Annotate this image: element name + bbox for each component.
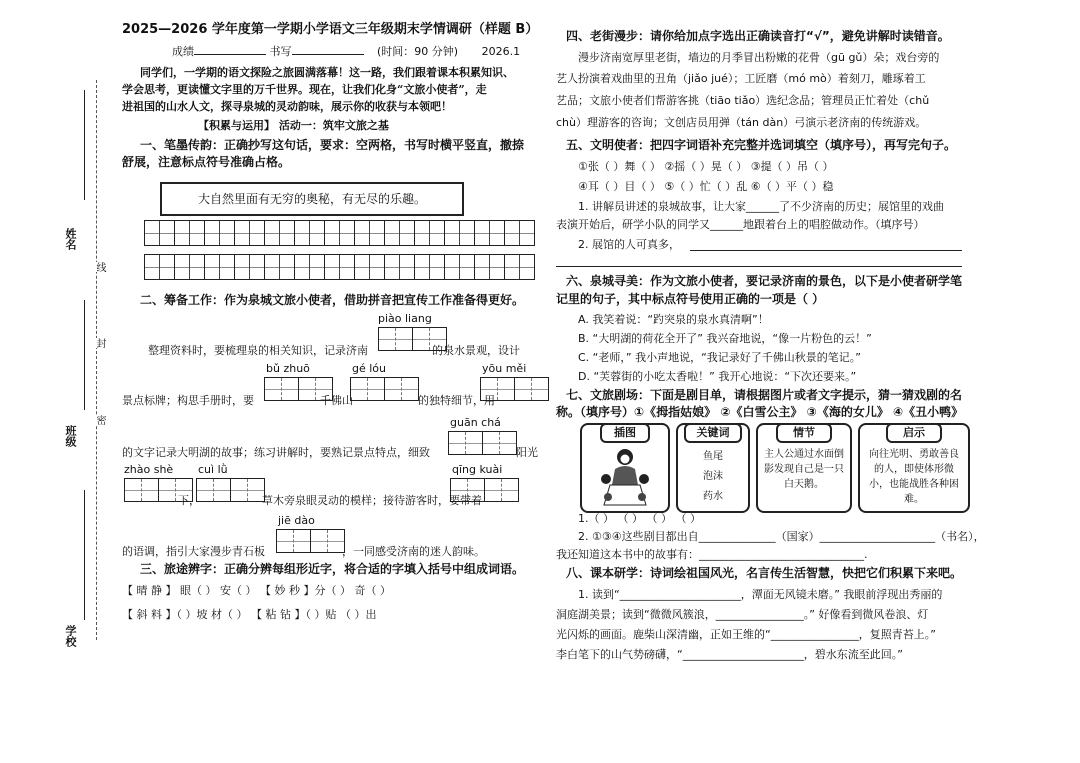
q5-title: 五、文明使者：把四字词语补充完整并选词填空（填序号），再写完句子。	[566, 138, 957, 152]
school-line	[84, 490, 85, 620]
princess-illustration-icon	[600, 445, 650, 507]
q8-title: 八、课本研学：诗词绘祖国风光，名言传生活智慧，快把它们积累下来吧。	[566, 566, 963, 580]
moral-text: 向往光明、勇敢善良的人，即使体形微小，也能战胜各种困难。	[869, 449, 959, 505]
q6-option-b: B. “大明湖的荷花全开了” 我兴奋地说，“像一片粉色的云！”	[578, 332, 872, 345]
close-mark: 密	[94, 415, 105, 425]
pinyin-box-gelou[interactable]	[350, 377, 419, 401]
score-row	[172, 45, 520, 59]
pinyin-box-cuilv[interactable]	[196, 478, 265, 502]
q2-line4b: 草木旁泉眼灵动的模样；接待游客时，要带着	[262, 494, 482, 507]
binding-dashed-line	[96, 80, 97, 640]
class-line	[84, 300, 85, 410]
q4-line3[interactable]: 艺品；文旅小使者们帮游客挑（tiāo tiǎo）选纪念品；管理员正忙着处（chǔ	[556, 94, 930, 107]
pinyin-piaoliang: piào liang	[378, 312, 432, 325]
keyword-1: 鱼尾	[703, 451, 723, 462]
name-label: 姓名	[64, 228, 77, 250]
intro-line-1: 同学们，一学期的语文探险之旅圆满落幕！这一路，我们跟着课本积累知识、	[140, 66, 514, 79]
q6-option-d: D. “芙蓉街的小吃太香啦！” 我开心地说：“下次还要来。”	[578, 370, 857, 383]
q4-title: 四、老街漫步：请你给加点字选出正确读音打“√”，避免讲解时读错音。	[566, 29, 950, 43]
pinyin-jiedao: jiē dào	[278, 514, 315, 527]
q2-line2a: 景点标牌；构思手册时，要	[122, 394, 254, 407]
q7-q2a[interactable]: 2. ①③④这些剧目都出自______________（国家）_____________________（书名），	[578, 530, 985, 543]
q6-title: 六、泉城寻美：作为文旅小使者，要记录济南的景色，以下是小使者研学笔	[566, 274, 963, 288]
line-mark: 线	[94, 262, 105, 272]
exam-title: 2025—2026 学年度第一学期小学语文三年级期末学情调研（样题 B）	[122, 22, 539, 37]
q2-line5a: 的语调，指引大家漫步青石板	[122, 545, 265, 558]
q8-line4[interactable]: 李白笔下的山气势磅礴，“______________________，碧水东流至此回。”	[556, 648, 903, 661]
q2-line2b: 千佛山	[320, 394, 353, 407]
q6-option-a: A. 我笑着说：“趵突泉的泉水真清啊”！	[578, 313, 769, 326]
score-blank[interactable]	[194, 54, 266, 55]
pinyin-cuilv: cuì lǜ	[198, 463, 228, 476]
copy-sentence: 大自然里面有无穷的奥秘，有无尽的乐趣。	[198, 192, 427, 206]
exam-time: (时间：90 分钟)	[377, 45, 459, 58]
q5-answer-line-2[interactable]	[556, 266, 962, 267]
pinyin-zhaoshe: zhào shè	[124, 463, 174, 476]
q7-title: 七、文旅剧场：下面是剧目单，请根据图片或者文字提示，猜一猜戏剧的名	[566, 388, 963, 402]
plot-text: 主人公通过水面倒影发现自己是一只白天鹅。	[764, 449, 844, 490]
pinyin-buzhuo: bǔ zhuō	[266, 362, 310, 375]
q8-line3[interactable]: 光闪烁的画面。鹿柴山深清幽，正如王维的“________________，复照青苔上。”	[556, 628, 936, 641]
q4-line1[interactable]: 漫步济南宽厚里老街，墙边的月季冒出粉嫩的花骨（gū gǔ）朵；戏台旁的	[578, 51, 940, 64]
card-illustration-label: 插图	[600, 423, 650, 443]
writing-blank[interactable]	[292, 54, 364, 55]
card-moral-label: 启示	[886, 423, 942, 443]
q5-sentence1b[interactable]: 表演开始后，研学小队的同学又______地跟着台上的唱腔做动作。（填序号）	[556, 218, 925, 231]
card-illustration	[580, 423, 670, 513]
seal-mark: 封	[94, 338, 105, 348]
exam-date: 2026.1	[481, 45, 521, 58]
class-label: 班级	[64, 425, 77, 447]
pinyin-gelou: gé lóu	[352, 362, 387, 375]
q3-title: 三、旅途辨字：正确分辨每组形近字，将合适的字填入括号中组成词语。	[140, 562, 525, 576]
keyword-3: 药水	[703, 491, 723, 502]
q2-line4a: 下，	[178, 494, 200, 507]
writing-grid-1[interactable]	[144, 220, 535, 246]
card-keywords-label: 关键词	[684, 423, 742, 443]
keyword-2: 泡沫	[703, 471, 723, 482]
q5-sentence1[interactable]: 1. 讲解员讲述的泉城故事，让大家______了不少济南的历史；展馆里的戏曲	[578, 200, 944, 213]
writing-grid-2[interactable]	[144, 254, 535, 280]
school-label: 学校	[64, 625, 77, 647]
writing-label: 书写	[269, 45, 292, 58]
pinyin-qingkuai: qīng kuài	[452, 463, 503, 476]
q2-line3b: 阳光	[516, 446, 538, 459]
q3-row1[interactable]: 【 晴 静 】 眼（ ） 安（ ） 【 妙 秒 】分（ ） 奇（ ）	[122, 584, 391, 597]
score-label: 成绩	[172, 45, 194, 58]
q8-line2[interactable]: 洞庭湖美景；读到“微微风簇浪，________________。” 好像看到微风卷浪、灯	[556, 608, 929, 621]
q2-line2c: 的独特细节，用	[418, 394, 495, 407]
q1-title-2: 舒展，注意标点符号准确占格。	[122, 155, 291, 169]
q5-sentence2: 2. 展馆的人可真多，	[578, 238, 680, 251]
q2-line3a: 的文字记录大明湖的故事；练习讲解时，要熟记景点特点，细致	[122, 446, 430, 459]
q3-row2[interactable]: 【 斜 料 】（ ）坡 材（ ） 【 粘 钻 】（ ）贴 （ ）出	[122, 608, 377, 621]
q4-line2[interactable]: 艺人扮演着戏曲里的丑角（jiǎo jué）；工匠磨（mó mò）着刻刀，雕琢着工	[556, 72, 926, 85]
intro-line-3: 进祖国的山水人文，探寻泉城的灵动韵味，展示你的收获与本领吧！	[122, 100, 452, 113]
q7-answers[interactable]: 1.（ ） （ ） （ ） （ ）	[578, 512, 701, 525]
card-plot-label: 情节	[776, 423, 832, 443]
q2-line5b: ，一同感受济南的迷人韵味。	[342, 545, 485, 558]
section-header: 【积累与运用】 活动一：筑牢文旅之基	[198, 119, 389, 132]
card-moral	[858, 423, 970, 513]
pinyin-box-guancha[interactable]	[448, 431, 517, 455]
pinyin-youmei: yōu měi	[482, 362, 527, 375]
name-line	[84, 90, 85, 200]
q7-q2b[interactable]: 我还知道这本书中的故事有：______________________________.	[556, 548, 868, 561]
card-plot	[756, 423, 852, 513]
q4-line4[interactable]: chù）理游客的咨询；文创店员用弹（tán dàn）弓演示老济南的传统游戏。	[556, 116, 927, 129]
q5-words-row1[interactable]: ①张（ ）舞（ ） ②摇（ ）晃（ ） ③提（ ）吊（ ）	[578, 160, 834, 173]
binding-margin	[0, 0, 110, 763]
q6-title-2: 记里的句子，其中标点符号使用正确的一项是（ ）	[556, 292, 825, 306]
intro-line-2: 学会思考，更读懂文字里的万千世界。现在，让我们化身“文旅小使者”，走	[122, 83, 487, 96]
q2-title: 二、筹备工作：作为泉城文旅小使者，借助拼音把宣传工作准备得更好。	[140, 293, 525, 307]
q8-line1[interactable]: 1. 读到“______________________，潭面无风镜未磨。” 我眼前浮现出秀丽的	[578, 588, 943, 601]
pinyin-box-jiedao[interactable]	[276, 529, 345, 553]
q2-line1b: 的泉水景观，设计	[432, 344, 520, 357]
copy-sentence-box	[160, 182, 464, 216]
pinyin-guancha: guān chá	[450, 416, 501, 429]
card-keywords	[676, 423, 750, 513]
q2-line1a: 整理资料时，要梳理泉的相关知识，记录济南	[148, 344, 368, 357]
q6-option-c: C. “老师，” 我小声地说，“我记录好了千佛山秋景的笔记。”	[578, 351, 861, 364]
q5-answer-line-1[interactable]	[690, 250, 962, 251]
q5-words-row2[interactable]: ④耳（ ）目（ ） ⑤（ ）忙（ ）乱 ⑥（ ）平（ ）稳	[578, 180, 834, 193]
q1-title: 一、笔墨传韵：正确抄写这句话，要求：空两格，书写时横平竖直，撤捺	[140, 138, 525, 152]
q7-title-2: 称。（填序号）①《拇指姑娘》 ②《白雪公主》 ③《海的女儿》 ④《丑小鸭》	[556, 405, 964, 419]
